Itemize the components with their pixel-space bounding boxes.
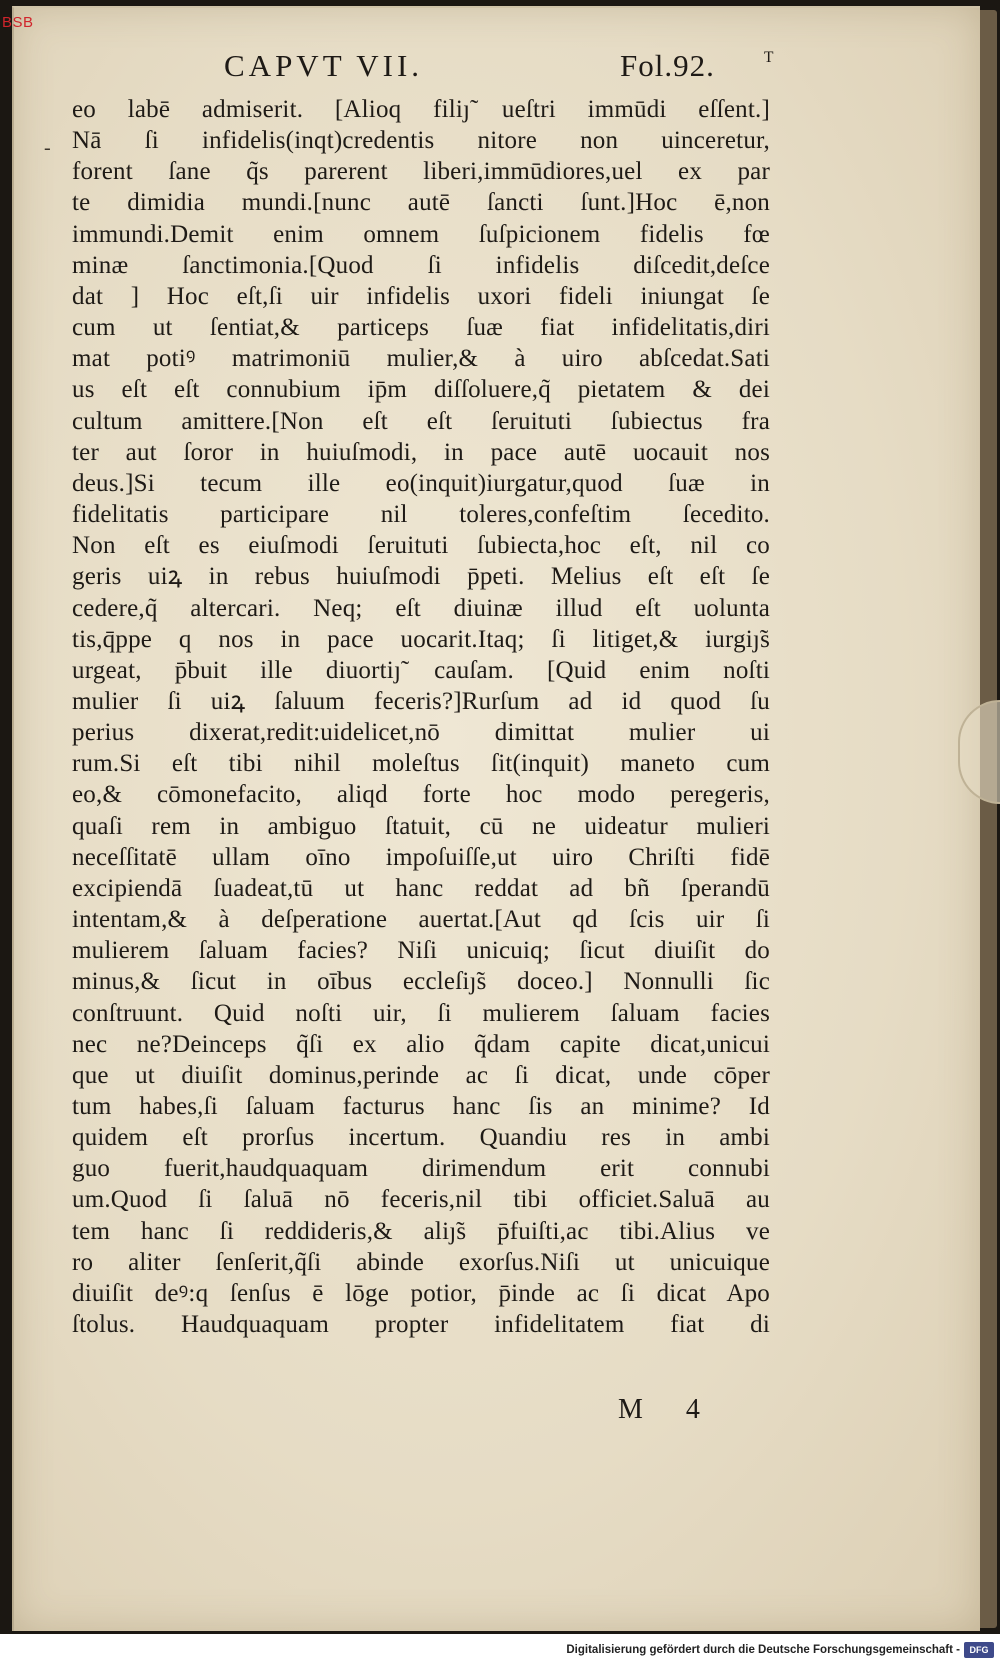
folio-number: Fol.92.	[620, 48, 715, 83]
text-line: fidelitatis participare nil toleres,confeſtim ſecedito.	[72, 501, 770, 529]
text-line: te dimidia mundi.[nunc autē ſancti ſunt.]Hoc ē,non	[72, 189, 770, 217]
header-mark: ᵀ	[764, 46, 778, 75]
chapter-title: CAPVT VII.	[224, 48, 424, 83]
text-line: cultum amittere.[Non eſt eſt ſeruituti ſubiectus fra	[72, 407, 770, 435]
text-line: que ut diuiſit dominus,perinde ac ſi dicat, unde cōper	[72, 1061, 770, 1089]
funding-notice: Digitalisierung gefördert durch die Deutsche Forschungsgemeinschaft -	[566, 1644, 960, 1656]
text-line: cum ut ſentiat,& particeps ſuæ fiat infidelitatis,diri	[72, 314, 770, 342]
text-line: intentam,& à deſperatione auertat.[Aut qd ſcis uir ſi	[72, 906, 770, 934]
text-line: dat ] Hoc eſt,ſi uir infidelis uxori fideli iniungat ſe	[72, 282, 770, 310]
text-line: ſtolus. Haudquaquam propter infidelitatem fiat di	[72, 1311, 770, 1339]
text-line: immundi.Demit enim omnem ſuſpicionem fidelis fœ	[72, 220, 770, 248]
text-line: neceſſitatē ullam oīno impoſuiſſe,ut uiro Chriſti fidē	[72, 843, 770, 871]
text-line: quaſi rem in ambiguo ſtatuit, cū ne uideatur mulieri	[72, 812, 770, 840]
text-line: nec ne?Deinceps q̃ſi ex alio q̃dam capite dicat,unicui	[72, 1030, 770, 1058]
text-line: eo,& cōmonefacito, aliqd forte hoc modo peregeris,	[72, 781, 770, 809]
body-text	[72, 94, 792, 1340]
text-line: cedere,q̃ altercari. Neq; eſt diuinæ illud eſt uolunta	[72, 594, 770, 622]
text-line: Nā ſi infidelis(inqt)credentis nitore non uinceretur,	[72, 127, 770, 155]
text-line: minæ ſanctimonia.[Quod ſi infidelis diſcedit,deſce	[72, 251, 770, 279]
text-line: Non eſt es eiuſmodi ſeruituti ſubiecta,hoc eſt, nil co	[72, 532, 770, 560]
text-line: guo fuerit,haudquaquam dirimendum erit connubi	[72, 1155, 770, 1183]
text-line: quidem eſt prorſus incertum. Quandiu res in ambi	[72, 1124, 770, 1152]
text-line: deus.]Si tecum ille eo(inquit)iurgatur,quod ſuæ in	[72, 469, 770, 497]
text-line: forent ſane q̃s parerent liberi,immūdiores,uel ex par	[72, 158, 770, 186]
text-line: ro aliter ſenſerit,q̃ſi abinde exorſus.Niſi ut unicuique	[72, 1248, 770, 1276]
text-line: perius dixerat,redit:uidelicet,nō dimittat mulier ui	[72, 719, 770, 747]
footer-bar	[0, 1634, 1000, 1667]
text-line: tum habes,ſi ſaluam facturus hanc ſis an minime? Id	[72, 1093, 770, 1120]
margin-mark: -	[44, 137, 51, 159]
running-header	[60, 48, 780, 90]
text-line: tem hanc ſi reddideris,& aliȷ̃s p̄fuiſti,ac tibi.Alius ve	[72, 1217, 770, 1245]
text-line: conſtruunt. Quid noſti uir, ſi mulierem ſaluam facies	[72, 999, 770, 1027]
text-line: urgeat, p̄buit ille diuortiȷ̃ cauſam. [Quid enim noſti	[72, 656, 770, 684]
text-line: tis,q̄ppe q nos in pace uocarit.Itaq; ſi litiget,& iurgiȷ̃s	[72, 625, 770, 653]
text-line: mulier ſi uiꝝ ſaluum feceris?]Rurſum ad id quod ſu	[72, 687, 770, 715]
library-mark: BSB	[2, 14, 34, 31]
text-line: rum.Si eſt tibi nihil moleſtus ſit(inquit) maneto cum	[72, 750, 770, 778]
text-line: ter aut ſoror in huiuſmodi, in pace autē uocauit nos	[72, 438, 770, 466]
text-line: diuiſit deꝰ:q ſenſus ē lōge potior, p̄inde ac ſi dicat Apo	[72, 1279, 770, 1307]
signature-mark: M 4	[618, 1394, 718, 1425]
text-line: minus,& ſicut in oībus eccleſiȷ̃s doceo.] Nonnulli ſic	[72, 968, 770, 996]
text-line: eo labē admiserit. [Alioq filiȷ̃ ueſtri immūdi eſſent.]	[72, 96, 770, 123]
text-line: geris uiꝝ in rebus huiuſmodi p̄peti. Melius eſt eſt ſe	[72, 563, 770, 591]
text-line: um.Quod ſi ſaluā nō feceris,nil tibi officiet.Saluā au	[72, 1186, 770, 1214]
text-line: us eſt eſt connubium ip̄m diſſoluere,q̃ pietatem & dei	[72, 376, 770, 404]
text-line: excipiendā ſuadeat,tū ut hanc reddat ad bñ ſperandū	[72, 874, 770, 902]
dfg-logo: DFG	[964, 1642, 994, 1658]
text-line: mat potiꝰ matrimoniū mulier,& à uiro abſcedat.Sati	[72, 345, 770, 373]
text-line: mulierem ſaluam facies? Niſi unicuiq; ſicut diuiſit do	[72, 937, 770, 965]
